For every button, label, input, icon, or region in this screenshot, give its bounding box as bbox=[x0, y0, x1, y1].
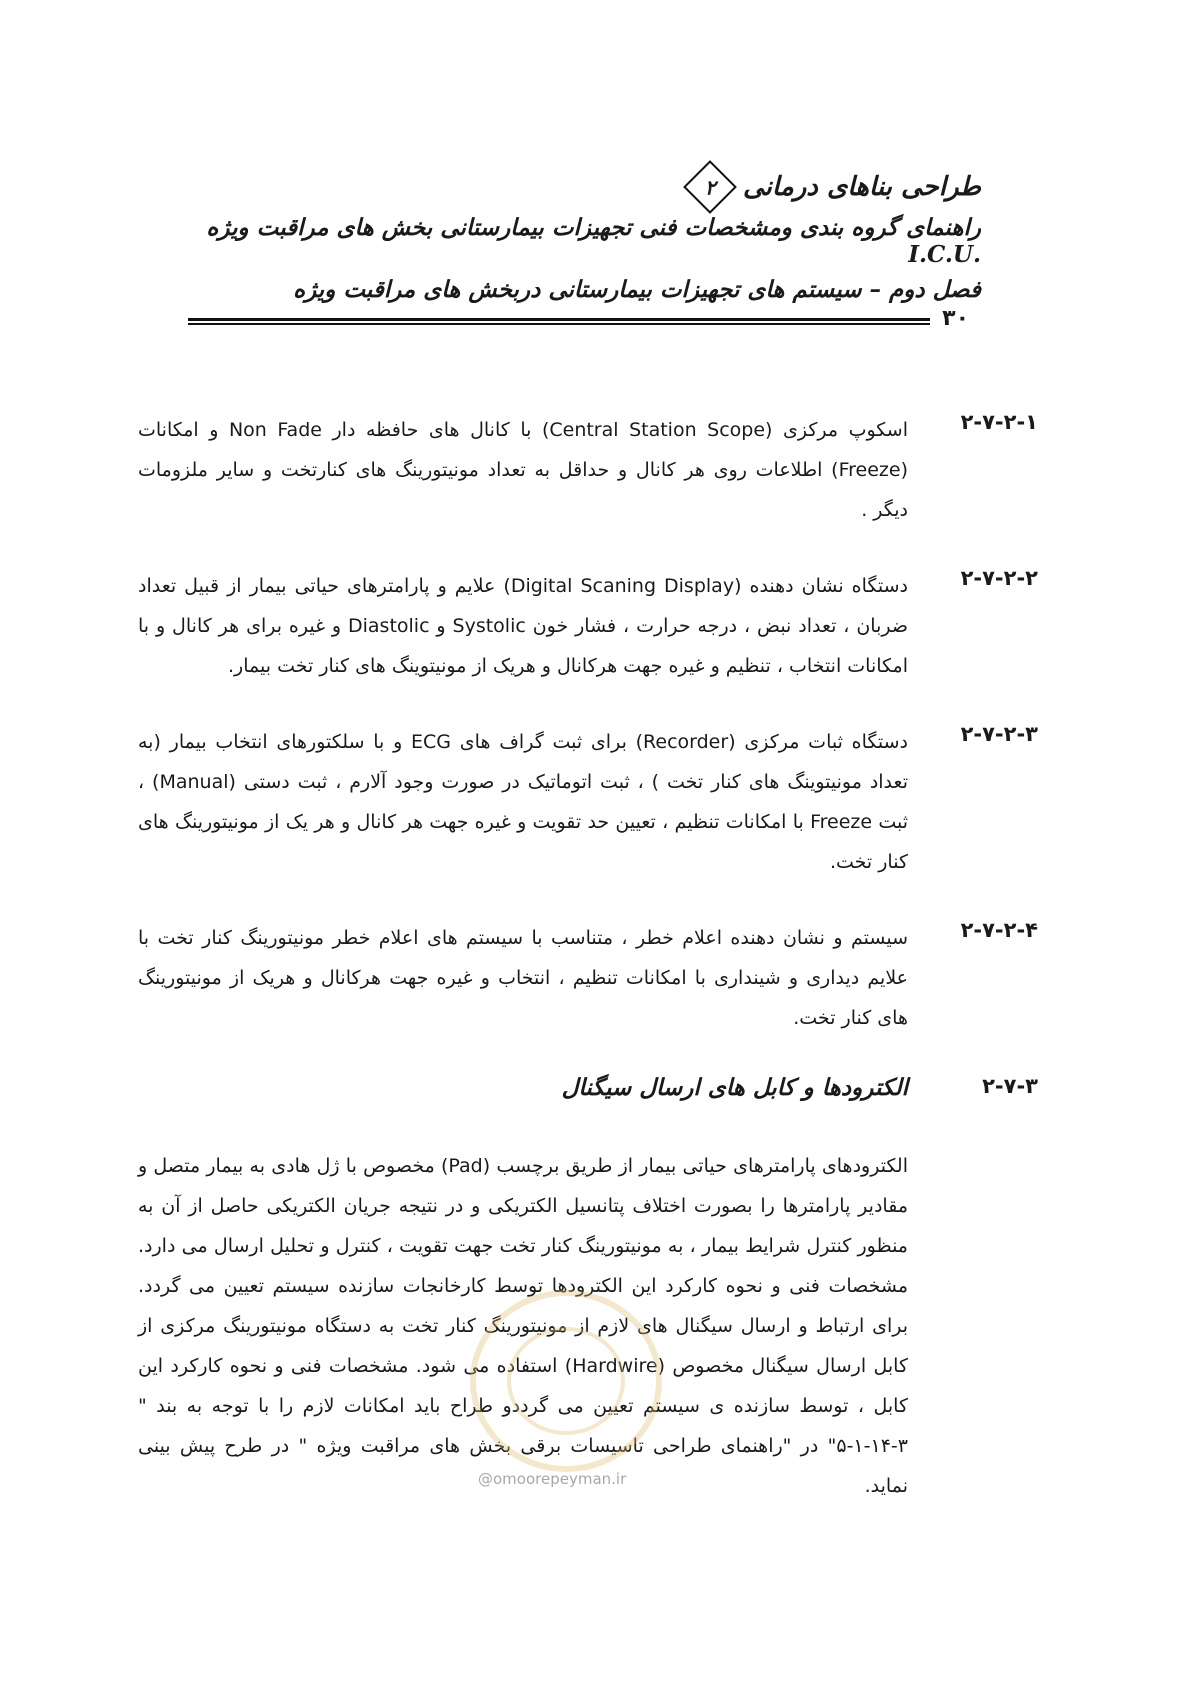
list-item bbox=[138, 722, 1038, 882]
header-rule bbox=[188, 318, 930, 325]
list-item bbox=[138, 566, 1038, 686]
watermark-url: @omoorepeyman.ir bbox=[478, 1470, 627, 1488]
section-title: الکترودها و کابل های ارسال سیگنال bbox=[561, 1074, 908, 1101]
watermark-seal bbox=[470, 1290, 662, 1472]
list-item bbox=[138, 918, 1038, 1038]
item-number: ۲-۷-۲-۴ bbox=[960, 918, 1038, 942]
page-number: ۳۰ bbox=[942, 306, 969, 331]
body-paragraph: الکترودهای پارامترهای حیاتی بیمار از طریق برچسب (Pad) مخصوص با ژل هادی به بیمار متصل و مقادیر پارامترها را بصورت اختلاف پتانسیل الکتریکی و در نتیجه جریان الکتریکی حاصل از آن به منظور کنترل شرایط بیمار ، به مونیتورینگ کنار تخت جهت تقویت ، کنترل و تحلیل ارسال می دارد. مشخصات فنی و نحوه کارکرد این الکترودها توسط کارخانجات سازنده سیستم تعیین می گردد. برای ارتباط و ارسال سیگنال های لازم از مونیتورینگ کنار تخت به دستگاه مونیتورینگ مرکزی از کابل ارسال سیگنال مخصوص (Hardwire) استفاده می شود. مشخصات فنی و نحوه کارکرد این کابل ، توسط سازنده ی سیستم تعیین می گرددو طراح باید امکانات لازم را با توجه به بند " ۳-۱۴-۱-۵" در "راهنمای طراحی تاسیسات برقی بخش های مراقبت ویژه " در طرح پیش بینی نماید. bbox=[138, 1155, 908, 1497]
section-heading bbox=[138, 1074, 1038, 1118]
seal-icon bbox=[507, 1327, 625, 1435]
item-number: ۲-۷-۲-۱ bbox=[960, 410, 1038, 434]
item-number: ۲-۷-۲-۳ bbox=[960, 722, 1038, 746]
chapter-title: فصل دوم – سیستم های تجهیزات بیمارستانی دربخش های مراقبت ویژه bbox=[293, 276, 981, 303]
series-number: ۲ bbox=[704, 175, 716, 199]
item-number: ۲-۷-۲-۲ bbox=[960, 566, 1038, 590]
section-number: ۲-۷-۳ bbox=[982, 1074, 1038, 1098]
item-text: اسکوپ مرکزی (Central Station Scope) با کانال های حافظه دار Non Fade و امکانات (Freeze) اطلاعات روی هر کانال و حداقل به تعداد مونیتورینگ های کنارتخت و سایر ملزومات دیگر . bbox=[138, 419, 908, 521]
page-header bbox=[181, 168, 981, 303]
series-title-line bbox=[181, 168, 981, 206]
item-text: دستگاه نشان دهنده (Digital Scaning Display) علایم و پارامترهای حیاتی بیمار از قبیل تعداد ضربان ، تعداد نبض ، درجه حرارت ، فشار خون Systolic و Diastolic و غیره برای هر کانال و با امکانات انتخاب ، تنظیم و غیره جهت هرکانال و هریک از مونیتوینگ های کنار تخت بیمار. bbox=[138, 575, 908, 677]
item-text: سیستم و نشان دهنده اعلام خطر ، متناسب با سیستم های اعلام خطر مونیتورینگ کنار تخت با علایم دیداری و شینداری با امکانات تنظیم ، انتخاب و غیره جهت هرکانال و هریک از مونیتورینگ های کنار تخت. bbox=[138, 927, 908, 1029]
item-text: دستگاه ثبات مرکزی (Recorder) برای ثبت گراف های ECG و با سلکتورهای انتخاب بیمار (به تعداد مونیتوینگ های کنار تخت ) ، ثبت اتوماتیک در صورت وجود آلارم ، ثبت دستی (Manual) ، ثبت Freeze با امکانات تنظیم ، تعیین حد تقویت و غیره جهت هر کانال و هر یک از مونیتورینگ های کنار تخت. bbox=[138, 731, 909, 873]
document-subtitle: راهنمای گروه بندی ومشخصات فنی تجهیزات بیمارستانی بخش های مراقبت ویژه .I.C.U bbox=[206, 214, 981, 268]
series-number-diamond bbox=[683, 160, 737, 214]
series-title: طراحی بناهای درمانی bbox=[743, 172, 981, 202]
list-item bbox=[138, 410, 1038, 530]
